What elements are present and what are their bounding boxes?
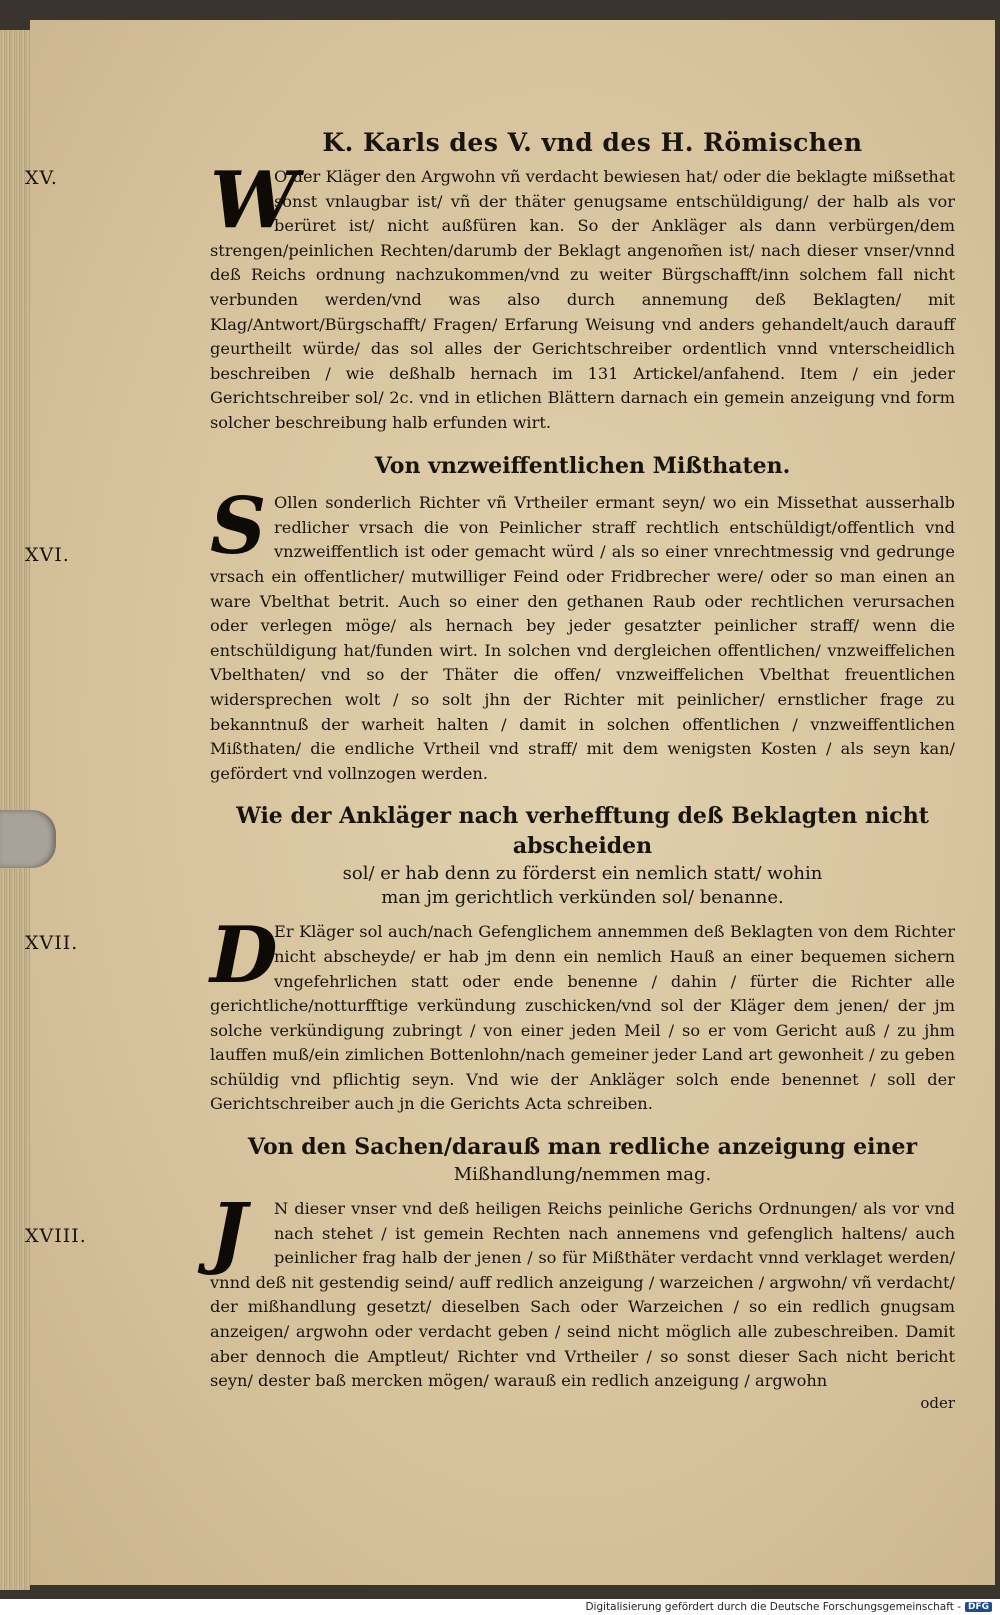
- dfg-logo: DFG: [965, 1602, 992, 1612]
- section-15: [25, 155, 955, 436]
- article-paragraph: [210, 155, 955, 436]
- drop-cap-initial: W: [210, 155, 298, 246]
- digitization-credit: [585, 1600, 992, 1614]
- page-content: [25, 128, 955, 1412]
- article-text: N dieser vnser vnd deß heiligen Reichs peinliche Gerichs Ordnungen/ als vor vnd nach stehet / ist gemein Rechten nach annemens vnd gefenglich haltens/ auch peinlicher frag halb der jenen / so für Mißthäter verdacht vnnd verklaget werden/ vnnd deß nit gestendig seind/ auff redlich anzeigung / warzeichen / argwohn/ vñ verdacht/ der mißhandlung gesetzt/ dieselben Sach oder Warzeichen / so ein redlich gnugsam anzeigen/ argwohn oder verdacht geben / seind nicht möglich alle zubeschreiben. Damit aber dennoch die Amptleut/ Richter vnd Vrtheiler / so sonst dieser Sach nicht bericht seyn/ dester baß mercken mögen/ warauß ein redlich anzeigung / argwohn: [210, 1199, 955, 1391]
- article-text: Ollen sonderlich Richter vñ Vrtheiler ermant seyn/ wo ein Missethat ausserhalb redlicher vrsach die von Peinlicher straff rechtlich entschüldigt/offentlich vnd vnzweiffentlich ist oder gemacht würd / als so einer vnrechtmessig vnd gedrunge vrsach ein offentlicher/ mutwilliger Feind oder Fridbrecher were/ oder so man einen an ware Vbelthat betrit. Auch so einer den gethanen Raub oder rechtlichen verursachen oder verlegen möge/ als hernach bey jeder gesatzter peinlicher straff/ wenn die entschüldigung hat/funden wirt. In solchen vnd dergleichen offentlichen/ vnzweiffelichen Vbelthaten/ vnd so der Thäter die offen/ vnzweiffelichen Vbelthat freuentlichen widersprechen wolt / so solt jhn der Richter mit peinlicher/ ernstlicher frage zu bekanntnuß der warheit halten / damit in solchen offentlichen / vnzweiffentlichen Mißthaten/ die endliche Vrtheil vnd straff/ mit dem wenigsten Kosten / als seyn kan/ gefördert vnd vollnzogen werden.: [210, 493, 955, 783]
- drop-cap-initial: S: [210, 481, 267, 573]
- article-paragraph: [210, 1187, 955, 1394]
- book-page: [25, 20, 995, 1585]
- catchword: oder: [920, 1393, 955, 1412]
- article-text: O der Kläger den Argwohn vñ verdacht bewiesen hat/ oder die beklagte mißsethat sonst vnlaugbar ist/ vñ der thäter genugsame entschüldigung/ der halb als vor berüret ist/ nicht außfüren kan. So der Ankläger als dann verbürgen/dem strengen/peinlichen Rechten/darumb der Beklagt angenom̃en ist/ nach dieser vnser/vnnd deß Reichs ordnung nachzukommen/vnd zu weiter Bürgschafft/inn solchem fall nicht verbunden werden/vnd was also durch annemung deß Beklagten/ mit Klag/Antwort/Bürgschafft/ Fragen/ Erfarung Weisung vnd anders gehandelt/auch darauff geurtheilt würde/ das sol alles der Gerichtschreiber ordentlich vnnd vnterscheidlich beschreiben / wie deßhalb hernach im 131 Artickel/anfahend. Item / ein jeder Gerichtschreiber sol/ 2c. vnd in etlichen Blättern darnach ein gemein anzeigung vnd form solcher beschreibung halb erfunden wirt.: [210, 167, 955, 432]
- page-clip: [0, 810, 56, 868]
- article-numeral: XVI.: [25, 543, 70, 566]
- drop-cap-initial: J: [210, 1187, 247, 1279]
- article-numeral: XVII.: [25, 932, 79, 955]
- article-heading: Wie der Ankläger nach verhefftung deß Beklagten nicht abscheiden: [236, 803, 929, 860]
- article-numeral: XVIII.: [25, 1225, 87, 1248]
- section-17: [25, 802, 955, 1117]
- article-numeral: XV.: [25, 167, 58, 189]
- drop-cap-initial: D: [210, 910, 278, 1002]
- article-subheading: sol/ er hab denn zu förderst ein nemlich statt/ wohin man jm gerichtlich verkünden sol/ benanne.: [342, 862, 823, 909]
- section-16: [25, 452, 955, 787]
- credit-text: Digitalisierung gefördert durch die Deutsche Forschungsgemeinschaft -: [585, 1601, 961, 1613]
- article-paragraph: [210, 910, 955, 1117]
- running-head: K. Karls des V. vnd des H. Römischen: [322, 128, 863, 157]
- article-heading: Von vnzweiffentlichen Mißthaten.: [374, 452, 791, 479]
- article-subheading: Mißhandlung/nemmen mag.: [453, 1163, 712, 1185]
- article-text: Er Kläger sol auch/nach Gefenglichem annemmen deß Beklagten von dem Richter nicht abscheyde/ er hab jm denn ein nemlich Hauß an einer bequemen sichern vngefehrlichen statt oder ende benenne / dahin / fürter die Richter alle gerichtliche/notturfftige verkündung zuschicken/vnd sol der Kläger dem jenen/ der jm solche verkündigung zubringt / von einer jeden Meil / so er vom Gericht auß / zu jhm lauffen muß/ein zimlichen Bottenlohn/nach gemeiner jeder Land art gewonheit / zu geben schüldig vnd pflichtig seyn. Vnd wie der Ankläger solch ende benennet / soll der Gerichtschreiber auch jn die Gerichts Acta schreiben.: [210, 922, 955, 1114]
- article-paragraph: [210, 481, 955, 786]
- section-18: [25, 1133, 955, 1394]
- article-heading: Von den Sachen/darauß man redliche anzeigung einer: [247, 1134, 918, 1161]
